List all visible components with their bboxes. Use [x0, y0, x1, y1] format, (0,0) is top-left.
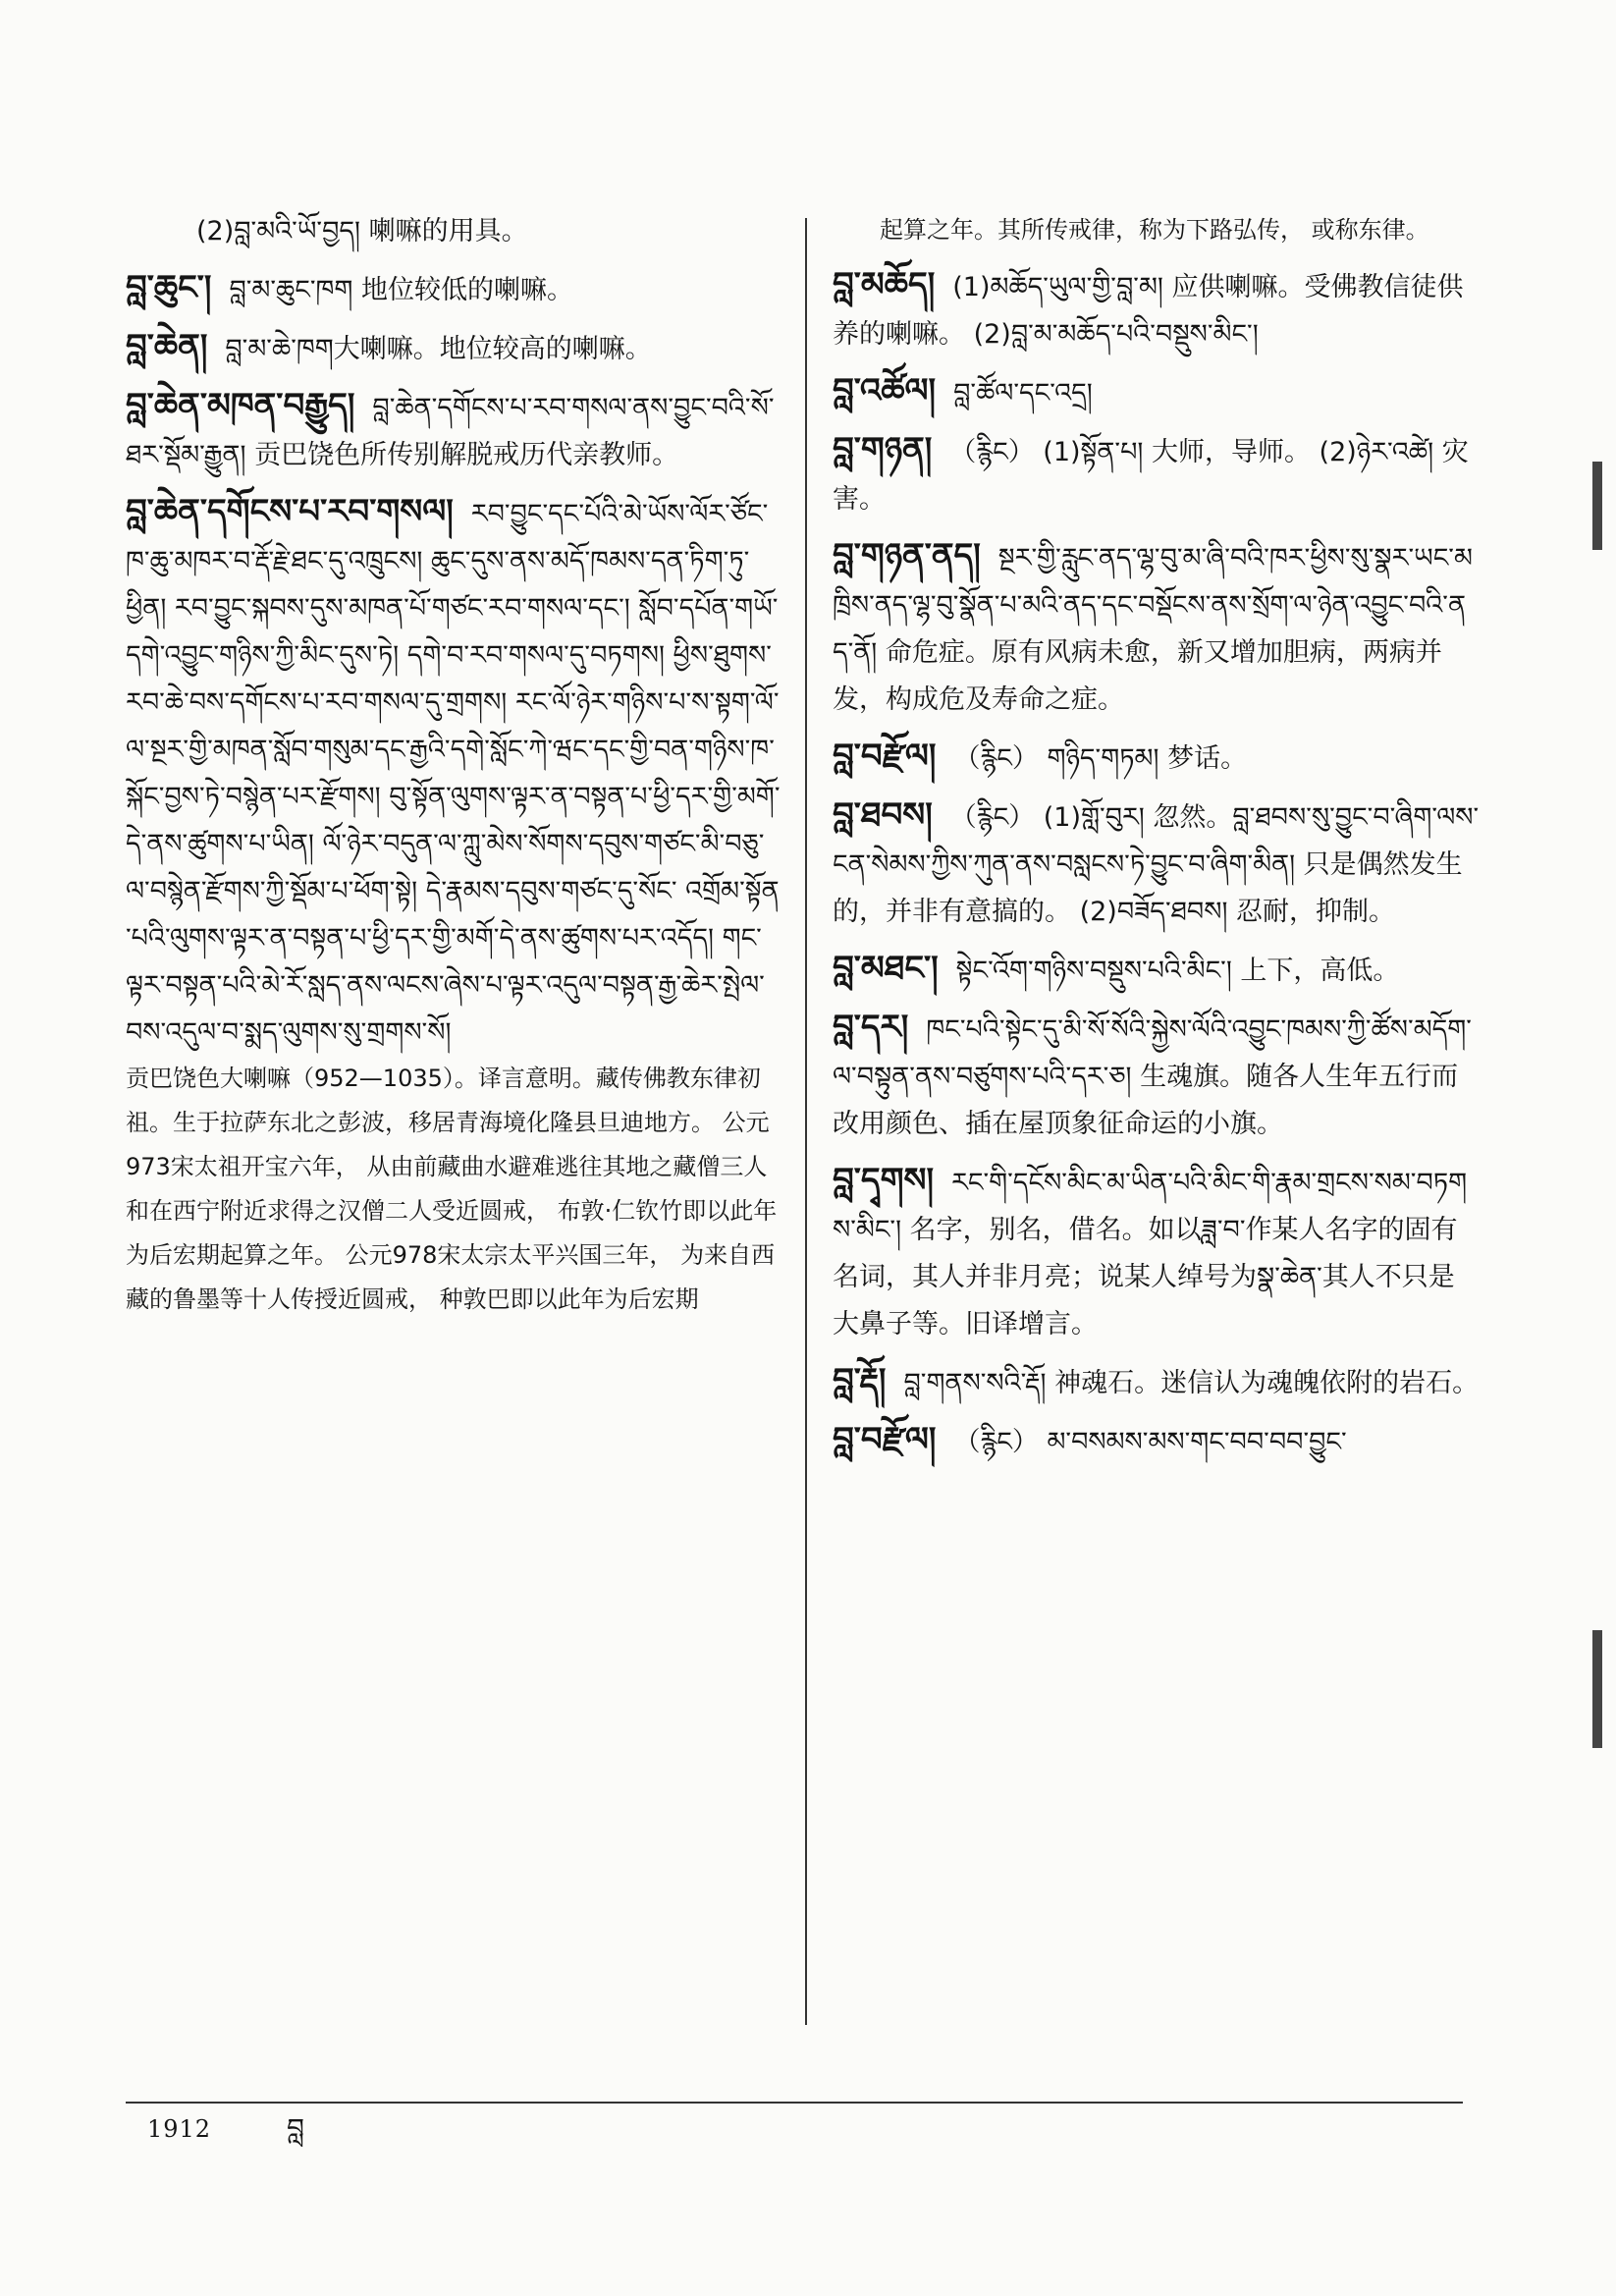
entry-chinese-note: 起算之年。其所传戒律，称为下路弘传， 或称东律。	[880, 216, 1429, 244]
column-divider	[805, 218, 807, 2025]
entry-definition: ཁང་པའི་སྟེང་དུ་མི་སོ་སོའི་སྐྱེས་ལོའི་འབྱུང་ཁམས་ཀྱི་ཚོས་མདོག་ལ་བསྟུན་ནས་བཙུགས་པའི་དར་ཅ། 生魂旗。随各人生年五行而改用颜色、插在屋顶象征命运的小旗。	[833, 1014, 1472, 1139]
entry-headword: བླ་ཆེན་མཁན་བརྒྱུད།	[126, 386, 355, 425]
dictionary-entry	[833, 1354, 1481, 1407]
page-number: 1912	[147, 2115, 212, 2143]
entry-definition: རབ་བྱུང་དང་པོའི་མེ་ཡོས་ལོར་ཙོང་ཁ་ཆུ་མཁར་བ་རྡོ་རྗེ་ཐང་དུ་འཁྲུངས། ཆུང་དུས་ནས་མདོ་ཁམས་དན་ཏིག་ཏུ་ཕྱིན། རབ་བྱུང་སྐབས་དུས་མཁན་པོ་གཙང་རབ་གསལ་དང་། སློབ་དཔོན་གཡོ་དགེ་འབྱུང་གཉིས་ཀྱི་མིང་དུས་ཏེ། དགེ་བ་རབ་གསལ་དུ་བཏགས། ཕྱིས་ཐུགས་རབ་ཆེ་བས་དགོངས་པ་རབ་གསལ་དུ་གྲགས། རང་ལོ་ཉེར་གཉིས་པ་ས་སྟག་ལོ་ལ་སྔར་གྱི་མཁན་སློབ་གསུམ་དང་རྒྱའི་དགེ་སློང་ཀེ་ཝང་དང་གྱི་བན་གཉིས་ཁ་སྐོང་བྱས་ཏེ་བསྙེན་པར་རྫོགས། བུ་སྟོན་ལུགས་ལྟར་ན་བསྟན་པ་ཕྱི་དར་གྱི་མགོ་དེ་ནས་ཚུགས་པ་ཡིན། ལོ་ཉེར་བདུན་ལ་ཀླུ་མེས་སོགས་དབུས་གཙང་མི་བཅུ་ལ་བསྙེན་རྫོགས་ཀྱི་སྡོམ་པ་ཕོག་སྟེ། དེ་རྣམས་དབུས་གཙང་དུ་སོང་ འགྲོམ་སྟོན་པའི་ལུགས་ལྟར་ན་བསྟན་པ་ཕྱི་དར་གྱི་མགོ་དེ་ནས་ཚུགས་པར་འདོད། གང་ལྟར་བསྟན་པའི་མེ་རོ་སླད་ནས་ལངས་ཞེས་པ་ལྟར་འདུལ་བསྟན་རྒྱ་ཆེར་སྤེལ་བས་འདུལ་བ་སྨད་ལུགས་སུ་གྲགས་སོ།	[126, 499, 781, 1048]
entry-definition: བླ་མ་ཆེ་ཁག大喇嘛。地位较高的喇嘛。	[225, 334, 652, 364]
entry-definition: （རྙིང） མ་བསམས་མས་གང་བབ་བབ་བྱུང་	[953, 1427, 1347, 1457]
entry-headword: བླ་ཆུང་།	[126, 268, 212, 307]
dictionary-entry	[833, 364, 1481, 417]
scan-edge-mark	[1592, 1630, 1602, 1748]
dictionary-entry	[833, 730, 1481, 783]
entry-definition: སྟེང་འོག་གཉིས་བསྡུས་པའི་མིང་། 上下，高低。	[955, 956, 1400, 986]
entry-definition: (2)བླ་མའི་ཡོ་བྱད། 喇嘛的用具。	[196, 216, 528, 246]
left-column	[126, 208, 781, 1328]
dictionary-entry	[126, 379, 781, 479]
dictionary-entry	[833, 258, 1481, 358]
dictionary-entry	[833, 423, 1481, 523]
entry-definition: (1)མཆོད་ཡུལ་གྱི་བླ་མ། 应供喇嘛。受佛教信徒供养的喇嘛。 (2)བླ་མ་མཆོད་པའི་བསྡུས་མིང་།	[833, 272, 1464, 350]
entry-chinese-note: 贡巴饶色大喇嘛（952—1035）。译言意明。藏传佛教东律初祖。生于拉萨东北之彭波，移居青海境化隆县旦迪地方。 公元973宋太祖开宝六年， 从由前藏曲水避难逃往其地之藏僧三人和在西宁附近求得之汉僧二人受近圆戒， 布敦·仁钦竹即以此年为后宏期起算之年。 公元978宋太宗太平兴国三年， 为来自西藏的鲁墨等十人传授近圆戒， 种敦巴即以此年为后宏期	[126, 1065, 778, 1313]
entry-headword: བླ་བརྫོལ།	[833, 737, 937, 776]
dictionary-entry	[126, 208, 781, 255]
entry-headword: བླ་མཆོད།	[833, 265, 936, 304]
dictionary-entry	[833, 1154, 1481, 1348]
dictionary-entry	[833, 208, 1481, 252]
dictionary-entry	[833, 529, 1481, 724]
entry-headword: བླ་དྭགས།	[833, 1161, 935, 1200]
entry-headword: བླ་དར།	[833, 1008, 909, 1047]
entry-definition: བླ་ཚོལ་དང་འདྲ།	[953, 378, 1093, 409]
entry-headword: བླ་གཉན།	[833, 430, 933, 469]
entry-definition: བླ་མ་ཆུང་ཁག 地位较低的喇嘛。	[229, 275, 574, 305]
entry-headword: བླ་མཐང་།	[833, 949, 939, 988]
entry-headword: བླ་ཐབས།	[833, 795, 933, 835]
entry-headword: བླ་བརྫོལ།	[833, 1420, 937, 1459]
entry-definition: བླ་ཆེན་དགོངས་པ་རབ་གསལ་ནས་བྱུང་བའི་སོ་ཐར་སྡོམ་རྒྱུན། 贡巴饶色所传别解脱戒历代亲教师。	[126, 393, 775, 470]
dictionary-entry	[833, 1413, 1481, 1466]
dictionary-entry	[833, 942, 1481, 995]
dictionary-entry	[126, 320, 781, 373]
entry-headword: བླ་ཆེན།	[126, 327, 208, 366]
scan-edge-mark	[1592, 462, 1602, 550]
entry-definition: （རྙིང） (1)གློ་བུར། 忽然。བླ་ཐབས་སུ་བྱུང་བ་ཞིག་ལས་ངན་སེམས་ཀྱིས་ཀུན་ནས་བསླངས་ཏེ་བྱུང་བ་ཞིག་མིན། 只是偶然发生的，并非有意搞的。 (2)བཟོད་ཐབས། 忍耐，抑制。	[833, 802, 1480, 927]
entry-definition: སྔར་གྱི་རླུང་ནད་ལྷ་བུ་མ་ཞི་བའི་ཁར་ཕྱིས་སུ་སྣར་ཡང་མཁྲིས་ནད་ལྷ་བུ་སྣོན་པ་མའི་ནད་དང་བསྡོངས་ནས་སྲོག་ལ་ཉེན་འབྱུང་བའི་ནད་ནོ། 命危症。原有风病未愈，新又增加胆病，两病并发，构成危及寿命之症。	[833, 543, 1473, 715]
entry-headword: བླ་འཚོལ།	[833, 371, 937, 410]
entry-definition: རང་གི་དངོས་མིང་མ་ཡིན་པའི་མིང་གི་རྣམ་གྲངས་སམ་བཏགས་མིང་། 名字，别名，借名。如以ཟླ་བ་作某人名字的固有名词，其人并非月亮；说某人绰号为སྣ་ཆེན་其人不只是大鼻子等。旧译增言。	[833, 1168, 1468, 1339]
entry-definition: （རྙིང） (1)སྟོན་པ། 大师，导师。 (2)ཉེར་འཚེ། 灾害。	[833, 437, 1469, 515]
entry-headword: བླ་རྡོ།	[833, 1361, 887, 1400]
entry-headword: བླ་ཆེན་དགོངས་པ་རབ་གསལ།	[126, 492, 454, 531]
dictionary-entry	[833, 789, 1481, 936]
dictionary-entry	[126, 261, 781, 314]
section-letter: བླ	[287, 2112, 304, 2145]
entry-headword: བླ་གཉན་ནད།	[833, 536, 981, 575]
entry-definition: བླ་གནས་སའི་རྡོ། 神魂石。迷信认为魂魄依附的岩石。	[903, 1368, 1480, 1398]
dictionary-entry	[833, 1001, 1481, 1148]
footer-rule	[126, 2102, 1463, 2104]
dictionary-entry	[126, 485, 781, 1322]
entry-definition: （རྙིང） གཉིད་གཏམ། 梦话。	[953, 743, 1248, 774]
right-column	[833, 208, 1481, 1472]
